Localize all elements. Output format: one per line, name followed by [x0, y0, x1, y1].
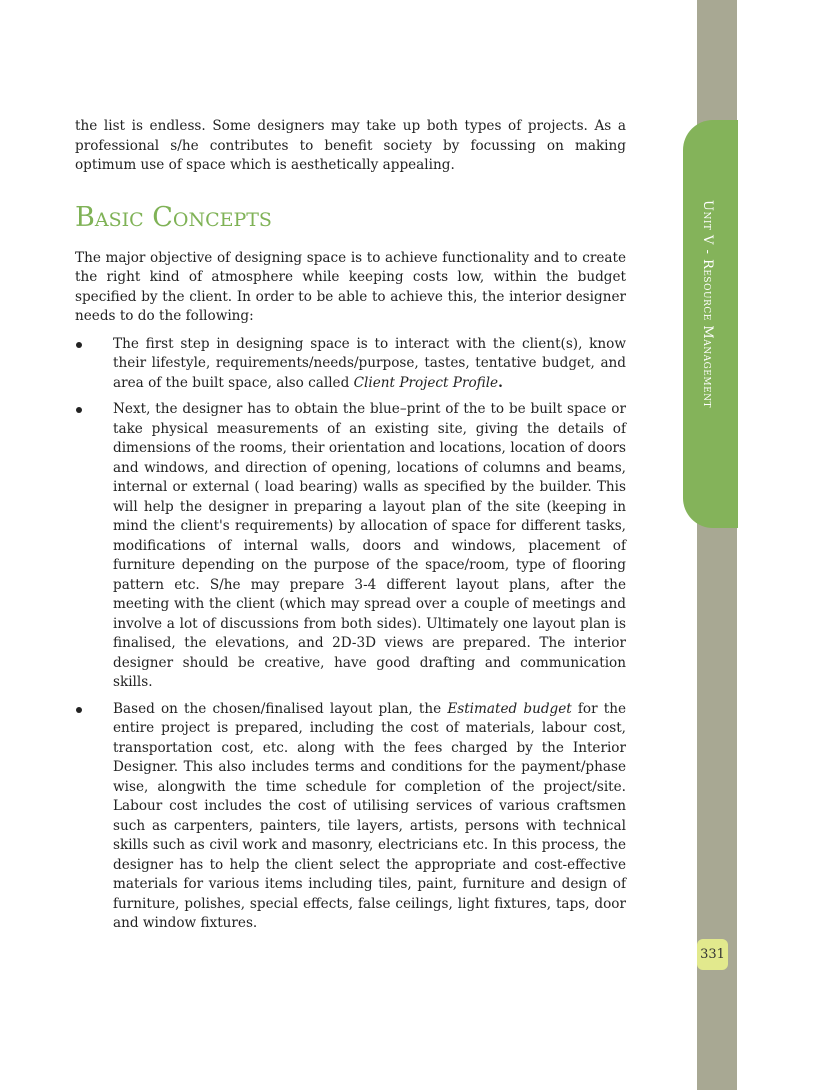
bullet-text-end: for the entire project is prepared, including the cost of materials, labour cost, transportation cost, etc. along with the fees charged by the Interior Designer. This also includes terms and conditions for the payment/phase wise, alongwith the time schedule for completion of the project/site. Labour cost includes the cost of utilising services of various craftsmen such as carpenters, painters, tile layers, artists, persons with technical skills such as civil work and masonry, electricians etc. In this process, the designer has to help the client select the appropriate and cost-effective materials for various items including tiles, paint, furniture and design of furniture, polishes, special effects, false ceilings, light fixtures, taps, door and window fixtures.	[113, 700, 627, 931]
bullet-text: The first step in designing space is to interact with the client(s), know their lifestyle, requirements/needs/purpose, tastes, tentative budget, and area of the built space, also called	[113, 335, 626, 391]
bullet-item	[75, 700, 626, 934]
section-heading: Basic Concepts	[75, 201, 272, 233]
bullet-text: Based on the chosen/finalised layout plan, the	[113, 700, 448, 717]
intro-paragraph: the list is endless. Some designers may take up both types of projects. As a professional s/he contributes to benefit society by focussing on making optimum use of space which is aesthetically appealing.	[75, 118, 626, 173]
bullet-emphasis: Estimated budget	[447, 700, 572, 717]
bullet-icon	[76, 407, 82, 413]
bullet-icon	[76, 707, 82, 713]
body-paragraph: The major objective of designing space is to achieve functionality and to create the right kind of atmosphere while keeping costs low, within the budget specified by the client. In order to be able to achieve this, the interior designer needs to do the following:	[75, 249, 626, 324]
bullet-item	[75, 335, 626, 394]
page-number: 331	[697, 939, 728, 970]
bullet-text-end: .	[498, 374, 503, 391]
bullet-item	[75, 400, 626, 693]
unit-label: Unit V - Resource Management	[700, 200, 715, 409]
bullet-emphasis: Client Project Profile	[353, 374, 499, 391]
bullet-icon	[76, 342, 82, 348]
page-content	[75, 117, 626, 941]
bullet-list	[75, 335, 626, 934]
bullet-text: Next, the designer has to obtain the blue–print of the to be built space or take physical measurements of an existing site, giving the details of dimensions of the rooms, their orientation and locations, location of doors and windows, and direction of opening, locations of columns and beams, internal or external ( load bearing) walls as specified by the builder. This will help the designer in preparing a layout plan of the site (keeping in mind the client's requirements) by allocation of space for different tasks, modifications of internal walls, doors and windows, placement of furniture depending on the purpose of the space/room, type of flooring pattern etc. S/he may prepare 3-4 different layout plans, after the meeting with the client (which may spread over a couple of meetings and involve a lot of discussions from both sides). Ultimately one layout plan is finalised, the elevations, and 2D-3D views are prepared. The interior designer should be creative, have good drafting and communication skills.	[113, 401, 626, 690]
